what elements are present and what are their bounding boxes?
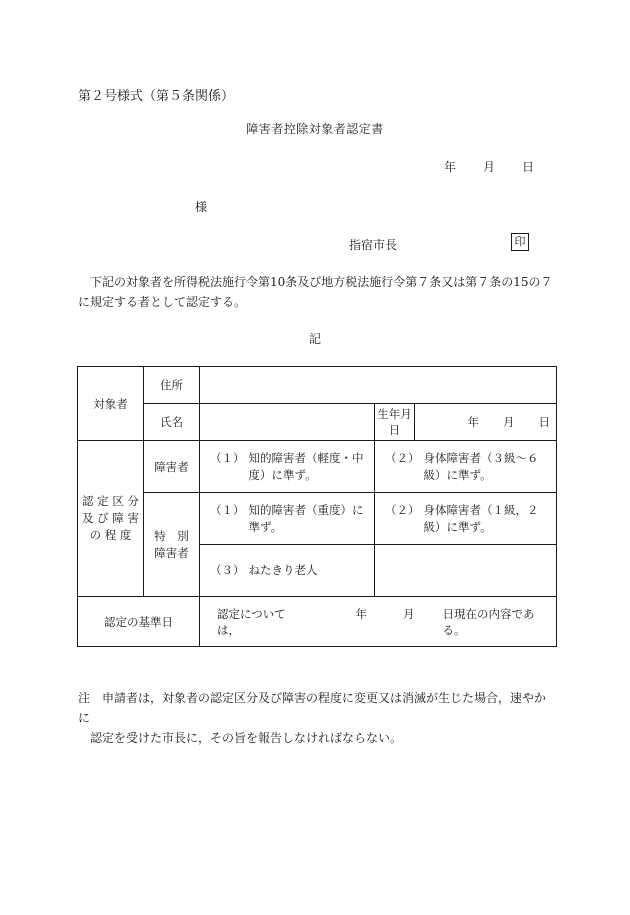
option-empty — [375, 545, 557, 597]
body-text: 下記の対象者を所得税法施行令第10条及び地方税法施行令第７条又は第７条の15の７に規定する者として認定する。 — [78, 275, 553, 309]
subject-label: 対象者 — [78, 367, 144, 441]
option-text: 知的障害者（重度）に準ず。 — [248, 502, 364, 534]
document-title: 障害者控除対象者認定書 — [246, 122, 384, 136]
name-field[interactable] — [200, 404, 375, 441]
address-field[interactable] — [200, 367, 557, 404]
base-date-suffix: 日現在の内容である。 — [442, 606, 535, 637]
option-text: ねたきり老人 — [248, 563, 318, 577]
category-label-line2: 及 び 障 害 — [82, 511, 139, 525]
option-text: 身体障害者（３級～６級）に準ず。 — [423, 450, 539, 482]
base-date-label: 認定の基準日 — [78, 597, 200, 647]
option-physical-3-6[interactable] — [375, 441, 557, 493]
category-label — [78, 441, 144, 597]
category-label-line1: 認 定 区 分 — [82, 494, 139, 508]
certification-table — [77, 366, 557, 647]
birth-month-label: 月 — [503, 415, 515, 429]
base-year-label: 年 — [355, 606, 368, 621]
option-num: （１） — [210, 502, 245, 517]
special-label-line1: 特 別 — [154, 528, 189, 543]
option-num: （２） — [385, 450, 420, 465]
issue-date — [444, 158, 534, 175]
special-disabled-label — [144, 493, 200, 597]
ki-heading: 記 — [308, 332, 321, 346]
option-intellectual-severe[interactable] — [200, 493, 375, 545]
footnote — [78, 688, 558, 748]
option-intellectual-mild[interactable] — [200, 441, 375, 493]
issue-day-label: 日 — [521, 160, 534, 174]
footnote-label: 注 — [78, 691, 91, 705]
seal-mark: 印 — [511, 233, 529, 251]
option-physical-1-2[interactable] — [375, 493, 557, 545]
birthdate-label: 生年月日 — [375, 404, 415, 441]
option-num: （２） — [385, 502, 420, 517]
option-text: 知的障害者（軽度・中度）に準ず。 — [248, 450, 364, 482]
base-date-field[interactable] — [200, 597, 557, 647]
name-label: 氏名 — [144, 404, 200, 441]
address-label: 住所 — [144, 367, 200, 404]
special-label-line2: 障害者 — [154, 545, 189, 560]
addressee-suffix: 様 — [195, 200, 208, 214]
birth-year-label: 年 — [467, 415, 479, 429]
issue-year-label: 年 — [444, 160, 457, 174]
option-text: 身体障害者（１級，２級）に準ず。 — [423, 502, 539, 534]
base-date-prefix: 認定については， — [217, 606, 286, 637]
issuer-name: 指宿市長 — [349, 238, 398, 252]
issue-month-label: 月 — [482, 160, 495, 174]
option-bedridden[interactable] — [200, 545, 375, 597]
birth-day-label: 日 — [538, 415, 550, 429]
disabled-label: 障害者 — [144, 441, 200, 493]
footnote-line2: 認定を受けた市長に，その旨を報告しなければならない。 — [90, 731, 403, 745]
footnote-line1: 申請者は，対象者の認定区分及び障害の程度に変更又は消滅が生じた場合，速やかに — [78, 691, 547, 725]
form-number: 第２号様式（第５条関係） — [78, 89, 235, 104]
base-month-label: 月 — [403, 606, 415, 621]
option-num: （１） — [210, 450, 245, 465]
birthdate-field[interactable] — [415, 404, 557, 441]
option-num: （３） — [210, 563, 245, 577]
category-label-line3: の 程 度 — [89, 528, 132, 542]
